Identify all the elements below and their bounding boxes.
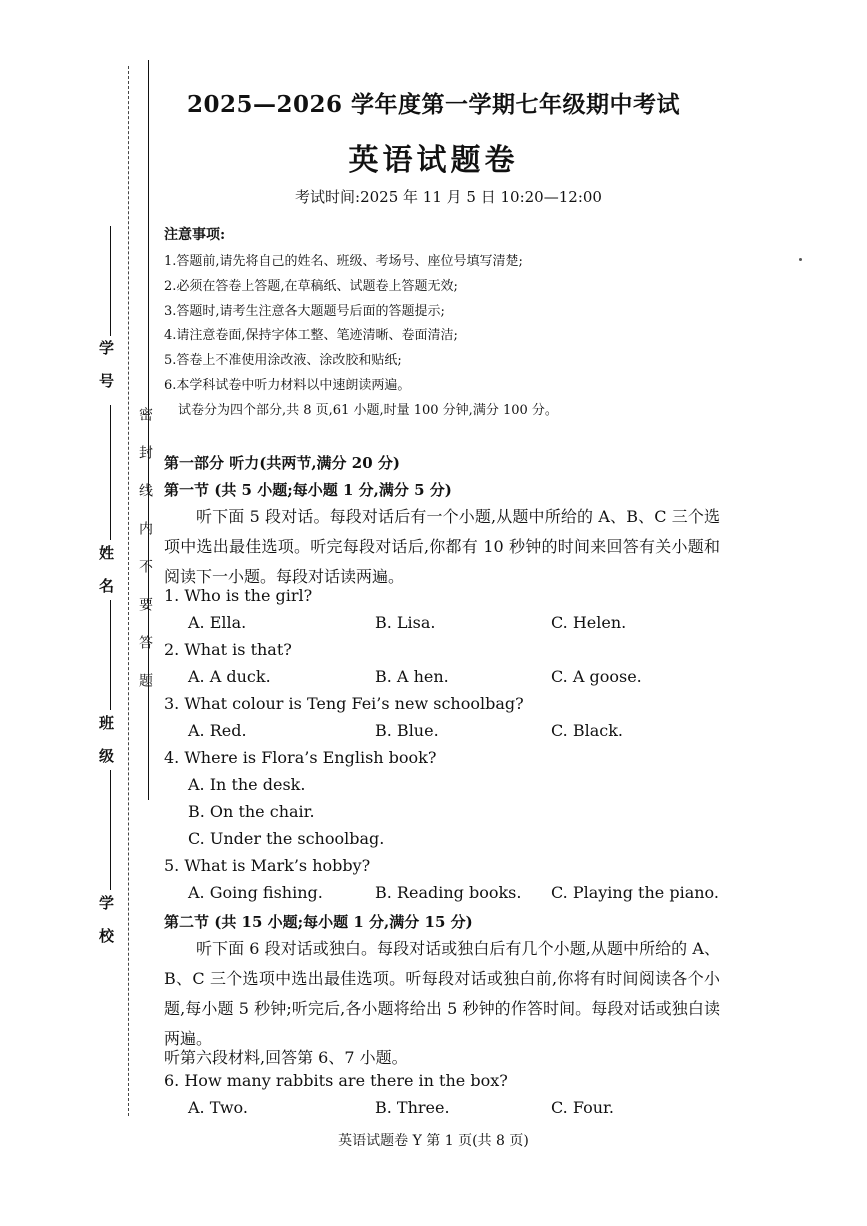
cut-line <box>128 66 129 1116</box>
name-label: 姓名 <box>97 545 115 611</box>
option-c: C. A goose. <box>551 667 642 686</box>
note-item: 5.答卷上不准使用涂改液、涂改胶和贴纸; <box>164 353 402 368</box>
note-item: 1.答题前,请先将自己的姓名、班级、考场号、座位号填写清楚; <box>164 254 523 269</box>
material-note: 听第六段材料,回答第 6、7 小题。 <box>164 1048 408 1067</box>
page-footer: 英语试题卷 Y 第 1 页(共 8 页) <box>338 1133 529 1149</box>
school-label: 学校 <box>97 895 115 961</box>
exam-title: 2025—2026 学年度第一学期七年级期中考试 <box>186 91 681 118</box>
option-c: C. Helen. <box>551 613 627 632</box>
question-stem: 1. Who is the girl? <box>164 586 313 605</box>
part1-heading: 第一部分 听力(共两节,满分 20 分) <box>164 454 400 472</box>
speck <box>799 258 802 261</box>
question-stem: 4. Where is Flora’s English book? <box>164 748 437 767</box>
option-a: A. Ella. <box>188 613 247 632</box>
note-item: 2.必须在答卷上答题,在草稿纸、试题卷上答题无效; <box>164 279 458 294</box>
option-c: C. Four. <box>551 1098 614 1117</box>
section1-instructions: 听下面 5 段对话。每段对话后有一个小题,从题中所给的 A、B、C 三个选项中选出最佳选项。听完每段对话后,你都有 10 秒钟的时间来回答有关小题和阅读下一小题。每段对话读两遍。 <box>164 507 720 586</box>
option-c: C. Playing the piano. <box>551 883 719 902</box>
section1-heading: 第一节 (共 5 小题;每小题 1 分,满分 5 分) <box>164 481 452 499</box>
option-a: A. Red. <box>188 721 247 740</box>
option-b: B. Reading books. <box>375 883 522 902</box>
option-c: C. Black. <box>551 721 623 740</box>
option-a: A. Two. <box>188 1098 248 1117</box>
option-b: B. Blue. <box>375 721 439 740</box>
option-b: B. On the chair. <box>188 802 315 821</box>
note-item: 4.请注意卷面,保持字体工整、笔迹清晰、卷面清洁; <box>164 328 458 343</box>
note-item: 3.答题时,请考生注意各大题题号后面的答题提示; <box>164 304 445 319</box>
option-b: B. Lisa. <box>375 613 436 632</box>
school-blank <box>110 770 111 890</box>
option-c: C. Under the schoolbag. <box>188 829 385 848</box>
option-b: B. Three. <box>375 1098 450 1117</box>
student-id-label: 学号 <box>97 340 115 406</box>
option-a: A. A duck. <box>188 667 271 686</box>
note-item: 6.本学科试卷中听力材料以中速朗读两遍。 <box>164 378 411 393</box>
notes-title: 注意事项: <box>164 227 226 243</box>
option-a: A. Going fishing. <box>188 883 323 902</box>
class-blank <box>110 600 111 710</box>
seal-text: 密封线内不要答题 <box>137 407 153 711</box>
paper-info: 试卷分为四个部分,共 8 页,61 小题,时量 100 分钟,满分 100 分。 <box>178 403 558 418</box>
student-id-blank <box>110 226 111 336</box>
question-stem: 3. What colour is Teng Fei’s new schoolbag? <box>164 694 524 713</box>
subject-title: 英语试题卷 <box>348 143 519 178</box>
question-stem: 5. What is Mark’s hobby? <box>164 856 371 875</box>
exam-time: 考试时间:2025 年 11 月 5 日 10:20—12:00 <box>295 188 602 206</box>
section2-heading: 第二节 (共 15 小题;每小题 1 分,满分 15 分) <box>164 913 473 931</box>
question-stem: 6. How many rabbits are there in the box? <box>164 1071 508 1090</box>
option-a: A. In the desk. <box>188 775 306 794</box>
option-b: B. A hen. <box>375 667 449 686</box>
question-stem: 2. What is that? <box>164 640 292 659</box>
name-blank <box>110 405 111 540</box>
class-label: 班级 <box>97 715 115 781</box>
section2-instructions: 听下面 6 段对话或独白。每段对话或独白后有几个小题,从题中所给的 A、B、C 三个选项中选出最佳选项。听每段对话或独白前,你将有时间阅读各个小题,每小题 5 秒钟;听完后,各小题将给出 5 秒钟的作答时间。每段对话或独白读两遍。 <box>164 939 720 1048</box>
